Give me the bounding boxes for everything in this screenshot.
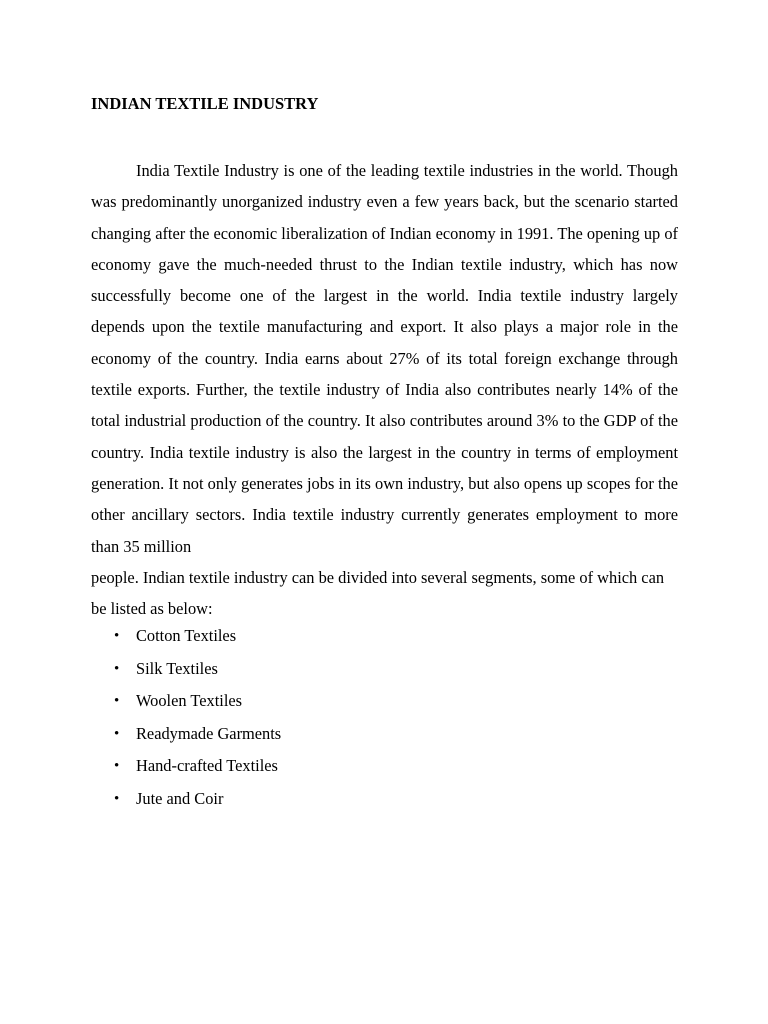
list-item-label: Silk Textiles bbox=[136, 658, 218, 678]
document-heading: INDIAN TEXTILE INDUSTRY bbox=[91, 94, 319, 113]
bullet-icon: • bbox=[114, 758, 120, 775]
list-item-label: Hand-crafted Textiles bbox=[136, 756, 278, 776]
list-item bbox=[91, 620, 281, 653]
list-item bbox=[91, 685, 281, 718]
list-item bbox=[91, 653, 281, 686]
bullet-icon: • bbox=[114, 725, 120, 742]
bullet-icon: • bbox=[114, 693, 120, 710]
list-item-label: Woolen Textiles bbox=[136, 691, 243, 711]
continuation-paragraph: people. Indian textile industry can be divided into several segments, some of which can be listed as below: bbox=[91, 567, 665, 619]
bullet-icon: • bbox=[114, 660, 120, 677]
list-item-label: Jute and Coir bbox=[136, 788, 224, 808]
document-body bbox=[91, 155, 678, 624]
segment-list bbox=[91, 620, 281, 816]
list-item-label: Cotton Textiles bbox=[136, 626, 237, 645]
bullet-icon: • bbox=[114, 628, 120, 644]
list-item bbox=[91, 750, 281, 783]
list-item bbox=[91, 783, 281, 816]
list-item-label: Readymade Garments bbox=[136, 723, 282, 743]
intro-paragraph: India Textile Industry is one of the leading textile industries in the world. Though was predominantly unorganized industry even a few years back, but the scenario started changing after the economic liberalization of Indian economy in 1991. The opening up of economy gave the much-needed thrust to the Indian textile industry, which has now successfully become one of the largest in the world. India textile industry largely depends upon the textile manufacturing and export. It also plays a major role in the economy of the country. India earns about 27% of its total foreign exchange through textile exports. Further, the textile industry of India also contributes nearly 14% of the total industrial production of the country. It also contributes around 3% to the GDP of the country. India textile industry is also the largest in the country in terms of employment generation. It not only generates jobs in its own industry, but also opens up scopes for the other ancillary sectors. India textile industry currently generates employment to more than 35 million bbox=[91, 161, 678, 556]
list-item bbox=[91, 718, 281, 751]
bullet-icon: • bbox=[114, 790, 120, 807]
